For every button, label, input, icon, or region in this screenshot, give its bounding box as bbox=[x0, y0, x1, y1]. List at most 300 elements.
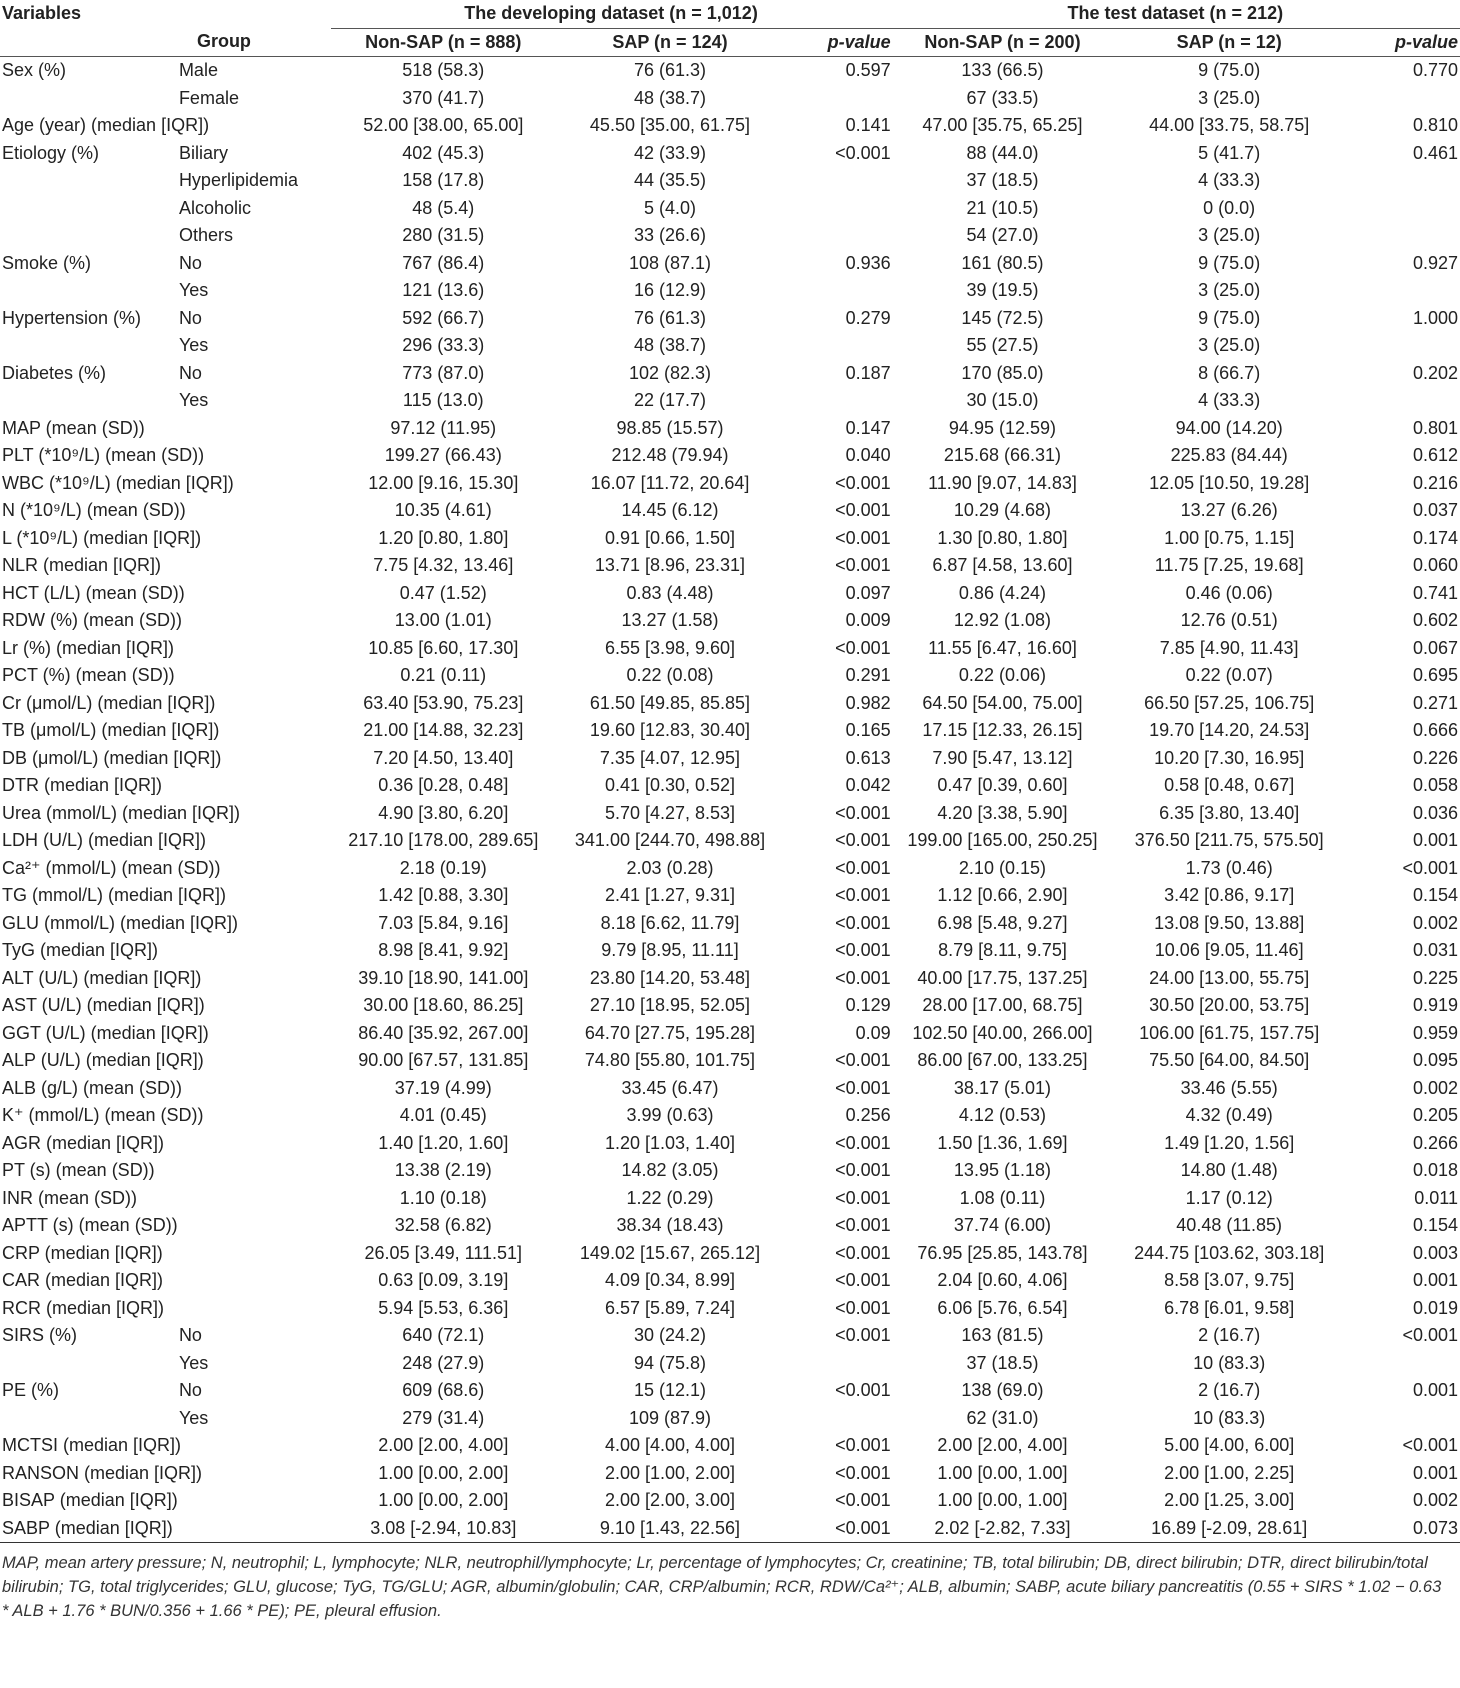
cell-test-pvalue: 0.927 bbox=[1412, 252, 1458, 273]
cell-dev-nonsap: 4.90 [3.80, 6.20] bbox=[378, 802, 509, 823]
cell-variable: CRP (median [IQR]) bbox=[2, 1242, 163, 1263]
cell-dev-pvalue: 0.129 bbox=[845, 995, 891, 1015]
cell-dev-pvalue: <0.001 bbox=[835, 1050, 891, 1070]
cell-dev-sap: 212.48 (79.94) bbox=[611, 445, 729, 465]
cell-group: Alcoholic bbox=[178, 197, 251, 218]
cell-test-nonsap: 86.00 [67.00, 133.25] bbox=[917, 1050, 1088, 1070]
cell-dev-sap: 76 (61.3) bbox=[633, 60, 707, 80]
cell-variable: Etiology (%) bbox=[2, 142, 100, 163]
cell-test-pvalue bbox=[1344, 332, 1460, 360]
cell-test-pvalue: 0.018 bbox=[1412, 1160, 1458, 1180]
cell-test-nonsap: 133 (66.5) bbox=[961, 60, 1044, 80]
cell-variable bbox=[0, 277, 179, 305]
cell-variable: BISAP (median [IQR]) bbox=[2, 1490, 178, 1510]
cell-test-nonsap: 199.00 [165.00, 250.25] bbox=[907, 830, 1098, 850]
cell-test-sap: 106.00 [61.75, 157.75] bbox=[1139, 1022, 1320, 1043]
cell-group bbox=[179, 1432, 332, 1460]
cell-dev-pvalue: <0.001 bbox=[835, 1325, 891, 1345]
cell-dev-nonsap: 1.20 [0.80, 1.80] bbox=[378, 527, 509, 548]
cell-dev-sap: 27.10 [18.95, 52.05] bbox=[589, 995, 751, 1015]
cell-test-nonsap: 1.50 [1.36, 1.69] bbox=[937, 1132, 1068, 1153]
cell-variable: Lr (%) (median [IQR]) bbox=[2, 637, 175, 658]
table-row bbox=[0, 882, 1460, 910]
cell-test-pvalue bbox=[1344, 1350, 1460, 1378]
cell-variable: Ca²⁺ (mmol/L) (mean (SD)) bbox=[2, 857, 221, 878]
cell-test-nonsap: 4.12 (0.53) bbox=[958, 1105, 1046, 1125]
cell-dev-pvalue: <0.001 bbox=[835, 1462, 891, 1483]
cell-test-sap: 66.50 [57.25, 106.75] bbox=[1144, 692, 1315, 713]
cell-dev-nonsap: 280 (31.5) bbox=[402, 225, 485, 245]
cell-group bbox=[179, 1212, 332, 1240]
cell-test-sap: 40.48 (11.85) bbox=[1176, 1215, 1283, 1235]
cell-dev-sap: 7.35 [4.07, 12.95] bbox=[599, 747, 741, 768]
cell-dev-nonsap: 121 (13.6) bbox=[402, 280, 485, 300]
cell-dev-pvalue: 0.936 bbox=[845, 252, 891, 273]
cell-group: No bbox=[178, 307, 202, 328]
cell-test-nonsap: 163 (81.5) bbox=[961, 1325, 1044, 1345]
cell-dev-sap: 94 (75.8) bbox=[633, 1352, 707, 1373]
cell-dev-nonsap: 370 (41.7) bbox=[402, 87, 485, 108]
cell-test-pvalue: 0.019 bbox=[1412, 1297, 1458, 1318]
cell-dev-pvalue bbox=[785, 85, 891, 113]
cell-group: Female bbox=[178, 87, 239, 108]
cell-dev-nonsap: 158 (17.8) bbox=[402, 170, 485, 190]
cell-dev-sap: 2.00 [1.00, 2.00] bbox=[604, 1462, 736, 1483]
cell-test-sap: 3 (25.0) bbox=[1198, 87, 1261, 108]
cell-variable: Smoke (%) bbox=[2, 252, 92, 273]
cell-test-nonsap: 8.79 [8.11, 9.75] bbox=[938, 940, 1067, 960]
cell-dev-sap: 14.45 (6.12) bbox=[621, 500, 719, 520]
cell-test-pvalue: 0.067 bbox=[1412, 637, 1458, 658]
cell-dev-nonsap: 10.35 (4.61) bbox=[394, 500, 492, 520]
cell-test-pvalue: 0.741 bbox=[1412, 582, 1458, 603]
cell-test-sap: 10 (83.3) bbox=[1193, 1407, 1266, 1428]
cell-test-pvalue bbox=[1344, 277, 1460, 305]
table-row bbox=[0, 1102, 1460, 1130]
cell-group bbox=[179, 1267, 332, 1295]
cell-test-sap: 8.58 [3.07, 9.75] bbox=[1164, 1270, 1295, 1290]
cell-dev-nonsap: 8.98 [8.41, 9.92] bbox=[378, 940, 509, 960]
cell-dev-sap: 48 (38.7) bbox=[633, 335, 707, 355]
table-row bbox=[0, 1515, 1460, 1543]
table-row bbox=[0, 442, 1460, 470]
table-row bbox=[0, 1157, 1460, 1185]
cell-test-nonsap: 4.20 [3.38, 5.90] bbox=[937, 802, 1068, 823]
cell-dev-pvalue bbox=[785, 195, 891, 223]
cell-dev-nonsap: 63.40 [53.90, 75.23] bbox=[363, 692, 524, 713]
table-row bbox=[0, 1405, 1460, 1433]
cell-group: No bbox=[178, 1325, 202, 1345]
cell-test-sap: 225.83 (84.44) bbox=[1170, 445, 1288, 465]
cell-dev-sap: 3.99 (0.63) bbox=[626, 1105, 714, 1125]
cell-variable bbox=[0, 195, 179, 223]
table-row bbox=[0, 1432, 1460, 1460]
cell-dev-sap: 1.20 [1.03, 1.40] bbox=[604, 1132, 736, 1153]
table-row bbox=[0, 167, 1460, 195]
table-row bbox=[0, 635, 1460, 663]
cell-test-nonsap: 94.95 (12.59) bbox=[948, 417, 1056, 438]
cell-dev-sap: 45.50 [35.00, 61.75] bbox=[589, 115, 751, 135]
cell-test-nonsap: 21 (10.5) bbox=[966, 197, 1039, 218]
cell-variable: SABP (median [IQR]) bbox=[0, 1515, 179, 1543]
cell-test-sap: 7.85 [4.90, 11.43] bbox=[1159, 637, 1299, 658]
cell-test-nonsap: 0.86 (4.24) bbox=[958, 582, 1046, 603]
cell-dev-nonsap: 115 (13.0) bbox=[402, 390, 484, 410]
cell-group: Yes bbox=[178, 280, 209, 300]
cell-dev-nonsap: 1.00 [0.00, 2.00] bbox=[378, 1462, 509, 1483]
cell-group: No bbox=[178, 1380, 202, 1400]
cell-test-sap: 13.08 [9.50, 13.88] bbox=[1154, 912, 1305, 933]
cell-variable bbox=[0, 222, 179, 250]
cell-dev-nonsap: 5.94 [5.53, 6.36] bbox=[378, 1297, 509, 1318]
cell-test-pvalue: 0.801 bbox=[1412, 417, 1458, 438]
table-row bbox=[0, 772, 1460, 800]
cell-dev-pvalue bbox=[785, 332, 891, 360]
cell-dev-sap: 74.80 [55.80, 101.75] bbox=[584, 1050, 756, 1070]
cell-dev-nonsap: 199.27 (66.43) bbox=[384, 445, 502, 465]
cell-group bbox=[179, 772, 332, 800]
cell-dev-nonsap: 21.00 [14.88, 32.23] bbox=[363, 720, 524, 740]
header-variables: Variables bbox=[2, 3, 82, 24]
cell-test-nonsap: 11.90 [9.07, 14.83] bbox=[928, 472, 1077, 493]
cell-test-nonsap: 145 (72.5) bbox=[961, 307, 1044, 328]
cell-dev-pvalue: 0.187 bbox=[845, 362, 891, 383]
cell-test-nonsap: 170 (85.0) bbox=[961, 362, 1044, 383]
cell-dev-nonsap: 2.18 (0.19) bbox=[399, 857, 487, 878]
cell-test-pvalue: 0.001 bbox=[1412, 1270, 1458, 1290]
table-row bbox=[0, 1322, 1460, 1350]
cell-dev-pvalue: 0.256 bbox=[845, 1105, 891, 1125]
cell-test-sap: 5 (41.7) bbox=[1198, 142, 1261, 163]
cell-test-sap: 244.75 [103.62, 303.18] bbox=[1134, 1242, 1325, 1263]
cell-variable: ALB (g/L) (mean (SD)) bbox=[2, 1077, 183, 1098]
table-row bbox=[0, 1020, 1460, 1048]
cell-dev-nonsap: 7.20 [4.50, 13.40] bbox=[373, 747, 514, 768]
cell-group: Others bbox=[178, 225, 233, 245]
cell-dev-nonsap: 7.03 [5.84, 9.16] bbox=[378, 912, 509, 933]
cell-test-nonsap: 54 (27.0) bbox=[966, 225, 1039, 245]
cell-variable: APTT (s) (mean (SD)) bbox=[2, 1215, 178, 1235]
cell-test-sap: 4 (33.3) bbox=[1198, 390, 1261, 410]
cell-test-sap: 8 (66.7) bbox=[1198, 362, 1261, 383]
cell-test-pvalue: 0.073 bbox=[1344, 1515, 1460, 1543]
cell-test-nonsap: 12.92 (1.08) bbox=[953, 610, 1051, 630]
cell-test-sap: 12.05 [10.50, 19.28] bbox=[1149, 472, 1310, 493]
cell-dev-sap: 30 (24.2) bbox=[633, 1325, 707, 1345]
cell-dev-nonsap: 1.40 [1.20, 1.60] bbox=[378, 1132, 509, 1153]
cell-test-sap: 4 (33.3) bbox=[1198, 170, 1261, 190]
cell-variable: TG (mmol/L) (median [IQR]) bbox=[2, 885, 227, 905]
cell-test-sap: 3 (25.0) bbox=[1198, 280, 1261, 300]
cell-variable bbox=[0, 387, 179, 415]
cell-variable: L (*10⁹/L) (median [IQR]) bbox=[2, 527, 202, 548]
cell-variable: PT (s) (mean (SD)) bbox=[2, 1160, 155, 1180]
cell-dev-pvalue: <0.001 bbox=[835, 1077, 891, 1098]
cell-dev-pvalue: <0.001 bbox=[835, 885, 891, 905]
cell-variable bbox=[0, 1350, 179, 1378]
cell-test-nonsap: 55 (27.5) bbox=[966, 335, 1039, 355]
cell-dev-sap: 33 (26.6) bbox=[633, 225, 707, 245]
cell-group: No bbox=[178, 252, 202, 273]
cell-group: Male bbox=[178, 60, 218, 80]
cell-test-nonsap: 47.00 [35.75, 65.25] bbox=[922, 115, 1083, 135]
cell-test-nonsap: 13.95 (1.18) bbox=[953, 1160, 1051, 1180]
cell-dev-pvalue: 0.042 bbox=[845, 775, 891, 795]
cell-dev-nonsap: 12.00 [9.16, 15.30] bbox=[368, 472, 519, 493]
cell-dev-nonsap: 217.10 [178.00, 289.65] bbox=[348, 830, 539, 850]
cell-test-pvalue: 0.002 bbox=[1412, 1490, 1458, 1510]
cell-dev-nonsap: 4.01 (0.45) bbox=[399, 1105, 487, 1125]
cell-variable: ALT (U/L) (median [IQR]) bbox=[2, 967, 202, 988]
cell-dev-sap: 1.22 (0.29) bbox=[626, 1187, 714, 1208]
header-test-sap: SAP (n = 12) bbox=[1114, 28, 1344, 57]
table-row bbox=[0, 250, 1460, 278]
table-row bbox=[0, 112, 1460, 140]
cell-dev-nonsap: 279 (31.4) bbox=[402, 1407, 485, 1428]
cell-dev-nonsap: 37.19 (4.99) bbox=[394, 1077, 492, 1098]
cell-dev-nonsap: 518 (58.3) bbox=[402, 60, 485, 80]
cell-variable: DB (μmol/L) (median [IQR]) bbox=[2, 747, 222, 768]
cell-group: Hyperlipidemia bbox=[178, 170, 298, 190]
cell-dev-nonsap: 26.05 [3.49, 111.51] bbox=[364, 1242, 522, 1263]
cell-test-pvalue bbox=[1344, 387, 1460, 415]
table-row bbox=[0, 855, 1460, 883]
cell-dev-pvalue: <0.001 bbox=[835, 1297, 891, 1318]
cell-dev-nonsap: 609 (68.6) bbox=[402, 1380, 485, 1400]
cell-dev-sap: 2.41 [1.27, 9.31] bbox=[604, 885, 736, 905]
cell-dev-sap: 102 (82.3) bbox=[628, 362, 712, 383]
cell-test-sap: 3.42 [0.86, 9.17] bbox=[1164, 885, 1295, 905]
cell-test-nonsap: 6.98 [5.48, 9.27] bbox=[937, 912, 1068, 933]
cell-group bbox=[179, 552, 332, 580]
cell-variable: RCR (median [IQR]) bbox=[2, 1297, 165, 1318]
cell-test-pvalue: 0.011 bbox=[1414, 1187, 1458, 1208]
cell-dev-sap: 5 (4.0) bbox=[643, 197, 696, 218]
table-row bbox=[0, 470, 1460, 498]
table-row bbox=[0, 57, 1460, 85]
cell-dev-nonsap: 640 (72.1) bbox=[402, 1325, 485, 1345]
cell-test-pvalue: 0.174 bbox=[1412, 527, 1458, 548]
cell-dev-pvalue bbox=[785, 277, 891, 305]
cell-variable: MAP (mean (SD)) bbox=[2, 417, 145, 438]
cell-variable: Sex (%) bbox=[2, 60, 67, 80]
cell-dev-pvalue: <0.001 bbox=[835, 1242, 891, 1263]
table-row bbox=[0, 1267, 1460, 1295]
cell-dev-sap: 13.71 [8.96, 23.31] bbox=[594, 555, 746, 575]
cell-dev-pvalue: <0.001 bbox=[835, 1160, 891, 1180]
cell-group bbox=[179, 1487, 332, 1515]
cell-dev-sap: 13.27 (1.58) bbox=[621, 610, 719, 630]
cell-test-pvalue: 0.226 bbox=[1412, 747, 1458, 768]
table-row bbox=[0, 690, 1460, 718]
cell-variable: TyG (median [IQR]) bbox=[2, 940, 159, 960]
cell-test-nonsap: 37.74 (6.00) bbox=[953, 1215, 1051, 1235]
cell-test-sap: 0 (0.0) bbox=[1203, 197, 1256, 218]
cell-test-nonsap: 161 (80.5) bbox=[961, 252, 1044, 273]
cell-test-pvalue: 0.612 bbox=[1412, 445, 1458, 465]
cell-variable: Age (year) (median [IQR]) bbox=[2, 115, 210, 135]
cell-dev-nonsap: 13.38 (2.19) bbox=[394, 1160, 492, 1180]
cell-test-sap: 11.75 [7.25, 19.68] bbox=[1154, 555, 1304, 575]
cell-test-nonsap: 7.90 [5.47, 13.12] bbox=[932, 747, 1073, 768]
cell-dev-pvalue: 0.097 bbox=[845, 582, 891, 603]
cell-test-nonsap: 102.50 [40.00, 266.00] bbox=[912, 1022, 1093, 1043]
cell-test-sap: 9 (75.0) bbox=[1198, 60, 1261, 80]
cell-test-sap: 1.49 [1.20, 1.56] bbox=[1164, 1132, 1295, 1153]
cell-test-nonsap: 11.55 [6.47, 16.60] bbox=[928, 637, 1077, 658]
cell-dev-pvalue bbox=[785, 167, 891, 195]
cell-dev-nonsap: 13.00 (1.01) bbox=[394, 610, 492, 630]
cell-dev-sap: 33.45 (6.47) bbox=[621, 1077, 719, 1098]
cell-test-nonsap: 38.17 (5.01) bbox=[953, 1077, 1051, 1098]
cell-dev-pvalue: 0.165 bbox=[845, 720, 891, 740]
cell-test-nonsap: 0.47 [0.39, 0.60] bbox=[937, 775, 1068, 795]
cell-dev-pvalue: <0.001 bbox=[835, 830, 891, 850]
table-body bbox=[0, 57, 1460, 1543]
table-row bbox=[0, 1460, 1460, 1488]
cell-dev-sap: 76 (61.3) bbox=[633, 307, 707, 328]
cell-dev-sap: 2.00 [2.00, 3.00] bbox=[604, 1490, 736, 1510]
table-row bbox=[0, 305, 1460, 333]
cell-dev-nonsap: 86.40 [35.92, 267.00] bbox=[358, 1022, 529, 1043]
table-row bbox=[0, 140, 1460, 168]
cell-test-nonsap: 1.00 [0.00, 1.00] bbox=[937, 1462, 1068, 1483]
cell-dev-nonsap: 90.00 [67.57, 131.85] bbox=[358, 1050, 529, 1070]
cell-test-nonsap: 2.02 [-2.82, 7.33] bbox=[891, 1515, 1115, 1543]
cell-variable bbox=[0, 332, 179, 360]
table-row bbox=[0, 580, 1460, 608]
table-row bbox=[0, 195, 1460, 223]
table-footnote: MAP, mean artery pressure; N, neutrophil; L, lymphocyte; NLR, neutrophil/lymphocyte; Lr, percentage of lymphocytes; Cr, creatinine; TB, total bilirubin; DB, direct bilirubin; DTR, direct bilirubin/total bilirubin; TG, total triglycerides; GLU, glucose; TyG, TG/GLU; AGR, albumin/globulin; CAR, CRP/albumin; RCR, RDW/Ca²⁺; ALB, albumin; SABP, acute biliary pancreatitis (0.55 + SIRS * 1.02 − 0.63 * ALB + 1.76 * BUN/0.356 + 1.66 * PE); PE, pleural effusion. bbox=[2, 1554, 1442, 1620]
cell-group bbox=[179, 937, 332, 965]
cell-test-nonsap: 62 (31.0) bbox=[966, 1407, 1039, 1428]
cell-dev-sap: 4.09 [0.34, 8.99] bbox=[604, 1270, 736, 1290]
cell-test-sap: 13.27 (6.26) bbox=[1180, 500, 1278, 520]
cell-dev-pvalue: <0.001 bbox=[835, 1435, 891, 1455]
cell-dev-pvalue: <0.001 bbox=[835, 940, 891, 960]
cell-variable: PCT (%) (mean (SD)) bbox=[2, 665, 175, 685]
cell-dev-pvalue: 0.040 bbox=[845, 445, 891, 465]
cell-dev-nonsap: 7.75 [4.32, 13.46] bbox=[373, 555, 514, 575]
cell-test-sap: 2.00 [1.00, 2.25] bbox=[1164, 1462, 1295, 1483]
table-row bbox=[0, 332, 1460, 360]
cell-test-pvalue: 0.266 bbox=[1412, 1132, 1458, 1153]
cell-test-pvalue: 0.060 bbox=[1412, 555, 1458, 575]
cell-dev-nonsap: 2.00 [2.00, 4.00] bbox=[378, 1435, 509, 1455]
table-row bbox=[0, 1240, 1460, 1268]
header-test-pvalue: p-value bbox=[1344, 28, 1460, 57]
cell-dev-pvalue: <0.001 bbox=[835, 802, 891, 823]
cell-variable: LDH (U/L) (median [IQR]) bbox=[2, 830, 207, 850]
cell-dev-nonsap: 48 (5.4) bbox=[412, 197, 475, 218]
cell-dev-sap: 9.10 [1.43, 22.56] bbox=[555, 1515, 785, 1543]
table-row bbox=[0, 1075, 1460, 1103]
cell-dev-pvalue: <0.001 bbox=[835, 1132, 891, 1153]
cell-dev-sap: 15 (12.1) bbox=[633, 1380, 707, 1400]
cell-test-pvalue: 0.002 bbox=[1412, 1077, 1458, 1098]
cell-test-sap: 4.32 (0.49) bbox=[1185, 1105, 1273, 1125]
table-row bbox=[0, 360, 1460, 388]
cell-test-pvalue: 0.666 bbox=[1412, 720, 1458, 740]
cell-dev-pvalue: 0.279 bbox=[845, 307, 891, 328]
cell-test-pvalue: <0.001 bbox=[1402, 1435, 1458, 1455]
cell-dev-sap: 16 (12.9) bbox=[633, 280, 707, 300]
table-row bbox=[0, 497, 1460, 525]
cell-group bbox=[179, 607, 332, 635]
cell-test-sap: 44.00 [33.75, 58.75] bbox=[1149, 115, 1310, 135]
cell-dev-nonsap: 0.63 [0.09, 3.19] bbox=[378, 1270, 509, 1290]
cell-test-sap: 2 (16.7) bbox=[1198, 1380, 1261, 1400]
cell-test-sap: 5.00 [4.00, 6.00] bbox=[1164, 1435, 1295, 1455]
cell-dev-nonsap: 0.36 [0.28, 0.48] bbox=[378, 775, 509, 795]
cell-variable: NLR (median [IQR]) bbox=[2, 555, 162, 575]
cell-test-sap: 3 (25.0) bbox=[1198, 225, 1261, 245]
cell-variable bbox=[0, 1405, 179, 1433]
cell-dev-nonsap: 39.10 [18.90, 141.00] bbox=[358, 967, 529, 988]
cell-test-sap: 6.78 [6.01, 9.58] bbox=[1164, 1297, 1295, 1318]
header-test-nonsap: Non-SAP (n = 200) bbox=[891, 28, 1115, 57]
table-row bbox=[0, 222, 1460, 250]
cell-test-sap: 9 (75.0) bbox=[1198, 252, 1261, 273]
cell-test-pvalue bbox=[1344, 1405, 1460, 1433]
table-row bbox=[0, 1295, 1460, 1323]
header-row-top bbox=[0, 0, 1460, 28]
cell-test-pvalue: 0.037 bbox=[1412, 500, 1458, 520]
cell-dev-nonsap: 402 (45.3) bbox=[402, 142, 485, 163]
cell-test-sap: 0.58 [0.48, 0.67] bbox=[1164, 775, 1295, 795]
cell-test-pvalue: 0.002 bbox=[1412, 912, 1458, 933]
cell-variable: TB (μmol/L) (median [IQR]) bbox=[2, 720, 220, 740]
cell-test-pvalue: 0.003 bbox=[1412, 1242, 1458, 1263]
cell-dev-sap: 8.18 [6.62, 11.79] bbox=[600, 912, 740, 933]
cell-group bbox=[179, 497, 332, 525]
cell-test-pvalue: 0.154 bbox=[1412, 1215, 1458, 1235]
cell-group bbox=[179, 1240, 332, 1268]
cell-group bbox=[179, 662, 332, 690]
cell-variable: Cr (μmol/L) (median [IQR]) bbox=[2, 692, 216, 713]
cell-test-nonsap: 37 (18.5) bbox=[966, 1352, 1039, 1373]
cell-test-sap: 12.76 (0.51) bbox=[1180, 610, 1278, 630]
cell-variable bbox=[0, 167, 179, 195]
cell-variable: HCT (L/L) (mean (SD)) bbox=[2, 582, 185, 603]
cell-test-sap: 1.00 [0.75, 1.15] bbox=[1164, 527, 1295, 548]
cell-test-pvalue: 0.810 bbox=[1412, 115, 1458, 135]
cell-variable: RANSON (median [IQR]) bbox=[2, 1462, 203, 1483]
table-row bbox=[0, 85, 1460, 113]
cell-dev-pvalue: <0.001 bbox=[835, 527, 891, 548]
cell-dev-pvalue: <0.001 bbox=[835, 1490, 891, 1510]
table-row bbox=[0, 800, 1460, 828]
cell-group bbox=[179, 415, 332, 443]
cell-test-pvalue: 0.001 bbox=[1412, 1462, 1458, 1483]
cell-variable: AGR (median [IQR]) bbox=[2, 1132, 165, 1153]
cell-dev-pvalue: <0.001 bbox=[835, 472, 891, 493]
header-dev-pvalue: p-value bbox=[785, 28, 891, 57]
cell-dev-pvalue: <0.001 bbox=[835, 500, 891, 520]
cell-dev-sap: 0.41 [0.30, 0.52] bbox=[604, 775, 736, 795]
cell-dev-pvalue: 0.141 bbox=[845, 115, 891, 135]
table-row bbox=[0, 552, 1460, 580]
cell-dev-pvalue: 0.613 bbox=[845, 747, 891, 768]
cell-group: Yes bbox=[178, 335, 209, 355]
table-row bbox=[0, 525, 1460, 553]
cell-test-nonsap: 6.06 [5.76, 6.54] bbox=[937, 1297, 1068, 1318]
cell-dev-pvalue bbox=[785, 387, 891, 415]
cell-dev-nonsap: 1.00 [0.00, 2.00] bbox=[378, 1490, 509, 1510]
cell-variable: Hypertension (%) bbox=[2, 307, 142, 328]
cell-test-pvalue: <0.001 bbox=[1402, 857, 1458, 878]
cell-group bbox=[179, 580, 332, 608]
